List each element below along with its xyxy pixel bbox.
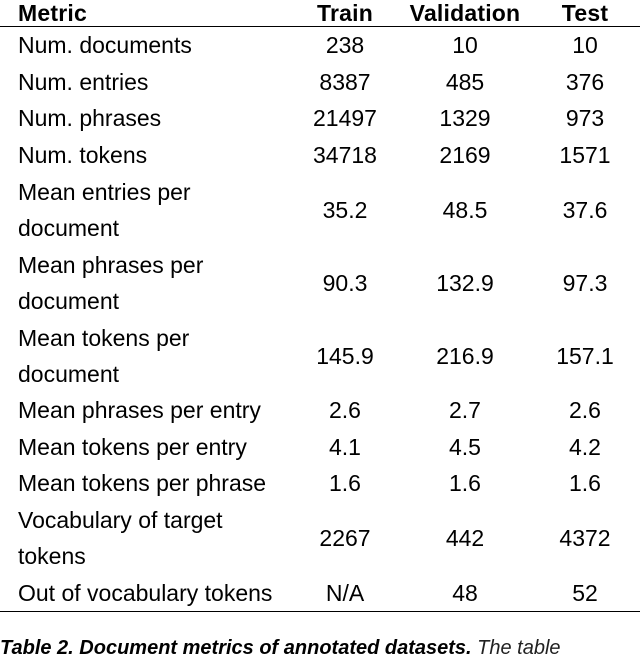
row-test: 376 <box>565 68 605 95</box>
row-validation: 442 <box>445 525 485 551</box>
row-train: 238 <box>325 32 365 59</box>
header-train: Train <box>290 0 400 27</box>
header-test: Test <box>530 0 640 27</box>
row-validation: 2.7 <box>449 397 481 424</box>
row-metric: Num. phrases <box>18 105 162 132</box>
row-metric: Vocabulary of target tokens <box>18 507 223 569</box>
row-validation: 48.5 <box>442 196 488 223</box>
table-row <box>0 392 640 429</box>
row-test: 1571 <box>559 141 611 168</box>
row-validation: 485 <box>445 68 485 95</box>
header-metric: Metric <box>0 0 290 27</box>
row-train: 35.2 <box>322 196 368 223</box>
row-metric: Out of vocabulary tokens <box>0 575 290 612</box>
row-metric: Mean tokens per phrase <box>18 470 267 497</box>
row-test: 10 <box>572 32 598 59</box>
row-test: 157.1 <box>556 342 614 369</box>
row-metric: Mean tokens per document <box>18 324 190 387</box>
header-row <box>0 0 640 27</box>
row-test: 973 <box>565 105 605 132</box>
row-train: 21497 <box>313 105 377 132</box>
row-metric: Num. entries <box>18 68 149 95</box>
row-metric: Mean tokens per entry <box>18 433 247 460</box>
table-body <box>0 27 640 612</box>
row-test: 4.2 <box>569 433 601 460</box>
row-validation: 1.6 <box>449 470 481 497</box>
table-row <box>0 137 640 174</box>
table-row <box>0 319 640 392</box>
table-row <box>0 27 640 64</box>
row-validation: 1329 <box>439 105 491 132</box>
row-train: 145.9 <box>316 342 374 369</box>
row-train: 90.3 <box>322 269 368 296</box>
row-metric: Num. documents <box>18 32 192 59</box>
table-row <box>0 575 640 612</box>
table-row <box>0 100 640 137</box>
row-test: 4372 <box>559 525 611 551</box>
row-test: 52 <box>530 575 640 612</box>
header-validation: Validation <box>400 0 530 27</box>
row-train: N/A <box>290 575 400 612</box>
row-test: 97.3 <box>562 269 608 296</box>
row-train: 2.6 <box>329 397 361 424</box>
row-metric: Mean phrases per entry <box>18 397 261 424</box>
row-metric: Mean phrases per document <box>18 251 204 314</box>
table-caption <box>0 636 640 660</box>
row-validation: 10 <box>452 32 478 59</box>
caption-text: The table <box>477 637 561 659</box>
table-row <box>0 64 640 101</box>
row-test: 37.6 <box>562 196 608 223</box>
row-validation: 2169 <box>439 141 491 168</box>
row-train: 1.6 <box>329 470 361 497</box>
row-train: 4.1 <box>329 433 361 460</box>
row-train: 8387 <box>319 68 371 95</box>
row-train: 34718 <box>313 141 377 168</box>
row-train: 2267 <box>319 525 371 551</box>
row-test: 2.6 <box>569 397 601 424</box>
table-row <box>0 246 640 319</box>
table-row <box>0 429 640 466</box>
caption-label: Table 2. Document metrics of annotated datasets. <box>0 637 472 659</box>
table-row <box>0 465 640 502</box>
table-row <box>0 502 640 575</box>
row-metric: Num. tokens <box>18 141 148 168</box>
row-validation: 4.5 <box>449 433 481 460</box>
table-header <box>0 0 640 27</box>
row-validation: 132.9 <box>436 269 494 296</box>
row-validation: 48 <box>400 575 530 612</box>
row-test: 1.6 <box>569 470 601 497</box>
table-row <box>0 173 640 246</box>
row-metric: Mean entries per document <box>18 178 191 241</box>
row-validation: 216.9 <box>436 342 494 369</box>
